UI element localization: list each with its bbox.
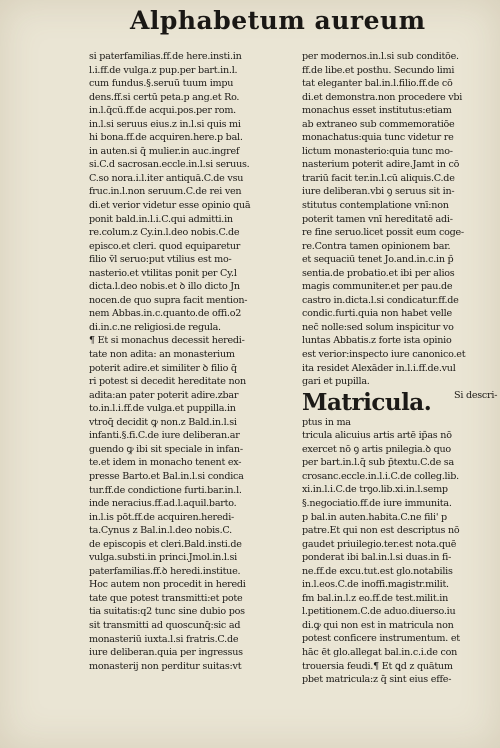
- text-line: in auten.si q̄ mulier.in auc.ingref: [89, 145, 240, 157]
- text-line: ita residet Alexāder in.l.i.ff.de.vul: [302, 362, 456, 374]
- text-line: cum fundus.§.seruū tuum impu: [89, 78, 234, 90]
- text-line: tia suitatis:q2 tunc sine dubio pos: [89, 606, 245, 618]
- text-line: dicta.l.deo nobis.et ꝺ illo dicto Jn: [89, 281, 240, 293]
- text-line: si.C.d sacrosan.eccle.in.l.si seruus.: [89, 159, 250, 171]
- text-line: poterit tamen vnī hereditatē adi-: [302, 213, 453, 225]
- text-line: nec̄ nolle:sed solum inspicitur vo: [302, 321, 454, 333]
- text-line: crosanc.eccle.in.l.i.C.de colleg.lib.: [302, 470, 459, 482]
- text-line: magis communiter.et per pau.de: [302, 281, 453, 293]
- text-line: inde neracius.ff.ad.l.aquil.barto.: [89, 498, 237, 510]
- text-line: per bart.in.l.q̄ sub p̄textu.C.de sa: [302, 457, 454, 469]
- text-line: trouersia feudi.¶ Et ꝗd z quātum: [302, 660, 453, 672]
- text-line: sit transmitti ad quoscunq̄:sic ad: [89, 619, 241, 631]
- text-line: monachatus:quia tunc videtur re: [302, 132, 454, 144]
- text-line: to.in.l.i.ff.de vulga.et puppilla.in: [89, 403, 236, 415]
- text-line: infanti.§.fi.C.de iure deliberan.ar: [89, 430, 240, 442]
- text-line: stitutus contemplatione vnī:non: [302, 200, 449, 212]
- text-line: paterfamilias.ff.ꝺ heredi.institue.: [89, 565, 241, 577]
- text-line: nem Abbas.in.c.quanto.de offi.o2: [89, 308, 242, 320]
- text-line: re.colum.z Cy.in.l.deo nobis.C.de: [89, 227, 240, 239]
- right-text-column: [302, 50, 498, 687]
- text-line: in.l.eos.C.de inoffi.magistr.milit.: [302, 579, 449, 591]
- text-line: gaudet priuilegio.ter.est nota.quē: [302, 538, 457, 550]
- text-line: xi.in.l.i.C.de trꝯo.lib.xi.in.l.semp: [302, 484, 448, 496]
- text-line: est verior:inspecto iure canonico.et: [302, 349, 466, 361]
- text-line: hāc ēt glo.allegat bal.in.c.i.de con: [302, 646, 458, 658]
- text-line: fruc.in.l.non seruum.C.de rei ven: [89, 186, 242, 198]
- text-line: di.et verior videtur esse opinio quā: [89, 200, 251, 212]
- right-column-lower-text: [302, 416, 480, 687]
- text-line: tricula alicuius artis artē ip̄as nō: [302, 430, 452, 442]
- text-line: si paterfamilias.ff.de here.insti.in: [89, 51, 242, 62]
- text-line: poterit adire.et similiter ꝺ filio q̄: [89, 362, 237, 374]
- text-line: re fine seruo.licet possit eum coge-: [302, 227, 464, 239]
- text-line: potest conficere instrumentum. et: [302, 633, 460, 645]
- text-line: fm bal.in.l.z eo.ff.de test.milit.in: [302, 592, 449, 604]
- right-column-upper-text: [302, 50, 480, 389]
- text-line: ptus in ma: [302, 416, 351, 428]
- text-line: vtroq̄ decidit ꝙ non.z Bald.in.l.si: [89, 416, 237, 428]
- text-line: re.Contra tamen opinionem bar.: [302, 240, 451, 252]
- text-line: sentia.de probatio.et ibi per alios: [302, 267, 455, 279]
- entry-heading-tail: Si descri-: [454, 389, 498, 401]
- text-line: vulga.substi.in princi.Jmol.in.l.si: [89, 552, 237, 564]
- text-line: §.negociatio.ff.de iure immunita.: [302, 497, 452, 509]
- text-line: luntas Abbatis.z forte ista opinio: [302, 335, 452, 347]
- entry-heading-matricula: Matricula.: [302, 388, 432, 416]
- text-line: guendo ꝙ ibi sit speciale in infan-: [89, 443, 243, 455]
- text-line: in.l.si seruus eius.z in.l.si quis mi: [89, 118, 241, 130]
- text-line: lictum monasterio:quia tunc mo-: [302, 145, 453, 157]
- text-line: l.petitionem.C.de aduo.diuerso.iu: [302, 606, 456, 618]
- text-line: presse Barto.et Bal.in.l.si condica: [89, 470, 244, 482]
- text-line: in.l.is pōt.ff.de acquiren.heredi-: [89, 511, 234, 523]
- text-line: trariū facit ter.in.l.cū aliquis.C.de: [302, 172, 455, 184]
- text-line: monasteriū iuxta.l.si fratris.C.de: [89, 633, 239, 645]
- text-line: de episcopis et cleri.Bald.insti.de: [89, 538, 242, 550]
- page-title: Alphabetum aureum: [130, 6, 426, 35]
- text-line: gari et pupilla.: [302, 376, 370, 388]
- text-line: monasterij non perditur suitas:vt: [89, 660, 242, 672]
- text-line: ta.Cynus z Bal.in.l.deo nobis.C.: [89, 525, 232, 537]
- text-line: tat eleganter bal.in.l.filio.ff.de cō: [302, 78, 453, 90]
- text-line: ne.ff.de excu.tut.est glo.notabilis: [302, 565, 453, 577]
- text-line: tate que potest transmitti:et pote: [89, 592, 243, 604]
- text-line: di.ꝙ qui non est in matricula non: [302, 619, 454, 631]
- text-line: patre.Et qui non est descriptus nō: [302, 525, 460, 537]
- text-line: in.l.q̄cū.ff.de acqui.pos.per rom.: [89, 105, 236, 117]
- text-line: pbet matricula:z q̄ sint eius effe-: [302, 674, 452, 686]
- text-line: p bal.in auten.habita.C.ne fili' p: [302, 511, 447, 523]
- text-line: ponderat ibi bal.in.l.si duas.in fi-: [302, 552, 452, 564]
- text-line: nasterium poterit adire.Jamt in cō: [302, 159, 460, 171]
- text-line: castro in.dicta.l.si condicatur.ff.de: [302, 294, 459, 306]
- text-line: te.et idem in monacho tenent ex-: [89, 457, 242, 469]
- text-line: dens.ff.si certū peta.p ang.et Ro.: [89, 91, 240, 103]
- text-line: adita:an pater poterit adire.zbar: [89, 389, 239, 401]
- text-line: episco.et cleri. quod equiparetur: [89, 240, 241, 252]
- text-line: hi bona.ff.de acquiren.here.p bal.: [89, 132, 243, 144]
- entry-heading-row: [302, 388, 498, 416]
- text-line: et sequaciū tenet Jo.and.in.c.in p̄: [302, 254, 454, 266]
- text-line: monachus esset institutus:etiam: [302, 105, 452, 117]
- text-line: di.et demonstra.non procedere vbi: [302, 91, 463, 103]
- text-line: ff.de libe.et posthu. Secundo limi: [302, 64, 455, 76]
- text-line: nasterio.et vtilitas ponit per Cy.l: [89, 267, 237, 279]
- left-text-column: [89, 50, 286, 673]
- text-line: per modernos.in.l.si sub conditōe.: [302, 51, 459, 62]
- text-line: iure deliberan.quia per ingressus: [89, 647, 243, 659]
- text-line: filio v̄l seruo:put vtilius est mo-: [89, 254, 232, 266]
- text-line: exercet nō ꝯ artis pnilegia.ꝺ quo: [302, 443, 451, 455]
- text-line: tate non adita: an monasterium: [89, 349, 235, 361]
- text-line: ri potest si decedit hereditate non: [89, 376, 246, 388]
- text-line: iure deliberan.vbi ꝯ seruus sit in-: [302, 186, 455, 198]
- text-line: condic.furti.quia non habet velle: [302, 308, 452, 320]
- text-line: tur.ff.de condictione furti.bar.in.l.: [89, 484, 242, 496]
- text-line: di.in.c.ne religiosi.de regula.: [89, 321, 221, 333]
- text-line: nocen.de quo supra facit mention-: [89, 294, 248, 306]
- text-line: C.so nora.i.l.iter antiquā.C.de vsu: [89, 172, 244, 184]
- text-line: l.i.ff.de vulga.z pup.per bart.in.l.: [89, 64, 238, 76]
- text-line: ¶ Et si monachus decessit heredi-: [89, 335, 245, 347]
- text-line: ponit bald.in.l.i.C.qui admitti.in: [89, 213, 233, 225]
- text-line: ab extraneo sub commemoratiōe: [302, 118, 455, 130]
- text-line: Hoc autem non procedit in heredi: [89, 579, 246, 591]
